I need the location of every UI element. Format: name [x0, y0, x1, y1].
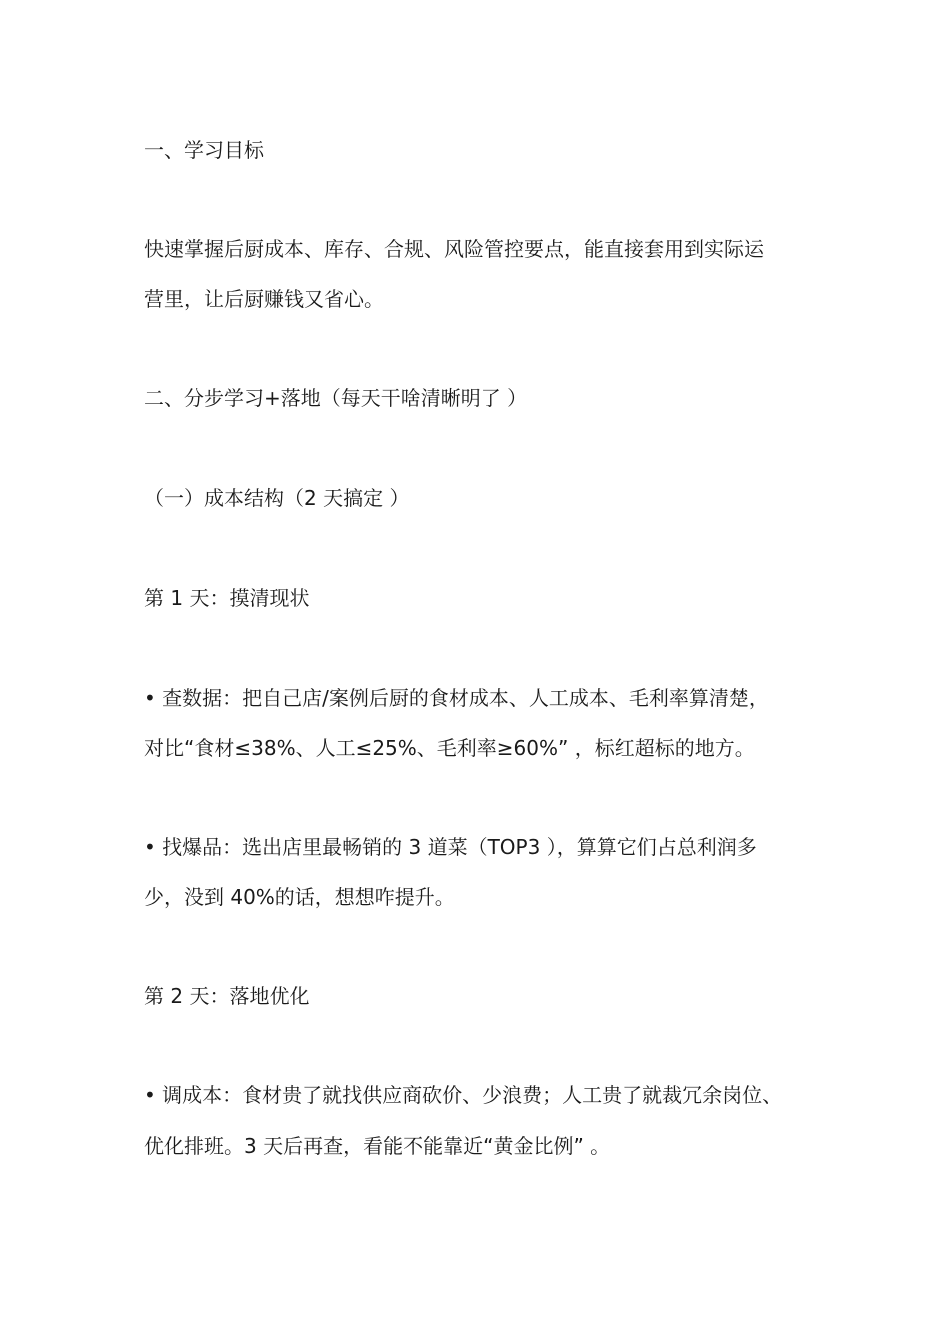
- section-heading-steps: 二、分步学习+落地（每天干啥清晰明了 ）: [144, 386, 528, 410]
- day2-item1-line-2: 优化排班。3 天后再查，看能不能靠近“黄金比例” 。: [144, 1134, 611, 1158]
- day2-heading: 第 2 天：落地优化: [144, 984, 310, 1008]
- goal-paragraph-line-2: 营里，让后厨赚钱又省心。: [144, 287, 384, 311]
- day1-item1-line-2: 对比“食材≤38%、人工≤25%、毛利率≥60%” ，标红超标的地方。: [144, 736, 755, 760]
- day1-item1-line-1: • 查数据：把自己店/案例后厨的食材成本、人工成本、毛利率算清楚，: [144, 686, 769, 710]
- section-heading-learning-goals: 一、学习目标: [144, 138, 264, 162]
- day2-item1-line-1: • 调成本：食材贵了就找供应商砍价、少浪费；人工贵了就裁冗余岗位、: [144, 1083, 783, 1107]
- goal-paragraph-line-1: 快速掌握后厨成本、库存、合规、风险管控要点，能直接套用到实际运: [144, 237, 764, 261]
- day1-item2-line-2: 少，没到 40%的话，想想咋提升。: [144, 885, 455, 909]
- subsection-heading-cost-structure: （一）成本结构（2 天搞定 ）: [144, 486, 410, 510]
- day1-heading: 第 1 天：摸清现状: [144, 586, 310, 610]
- day1-item2-line-1: • 找爆品：选出店里最畅销的 3 道菜（TOP3 ），算算它们占总利润多: [144, 835, 757, 859]
